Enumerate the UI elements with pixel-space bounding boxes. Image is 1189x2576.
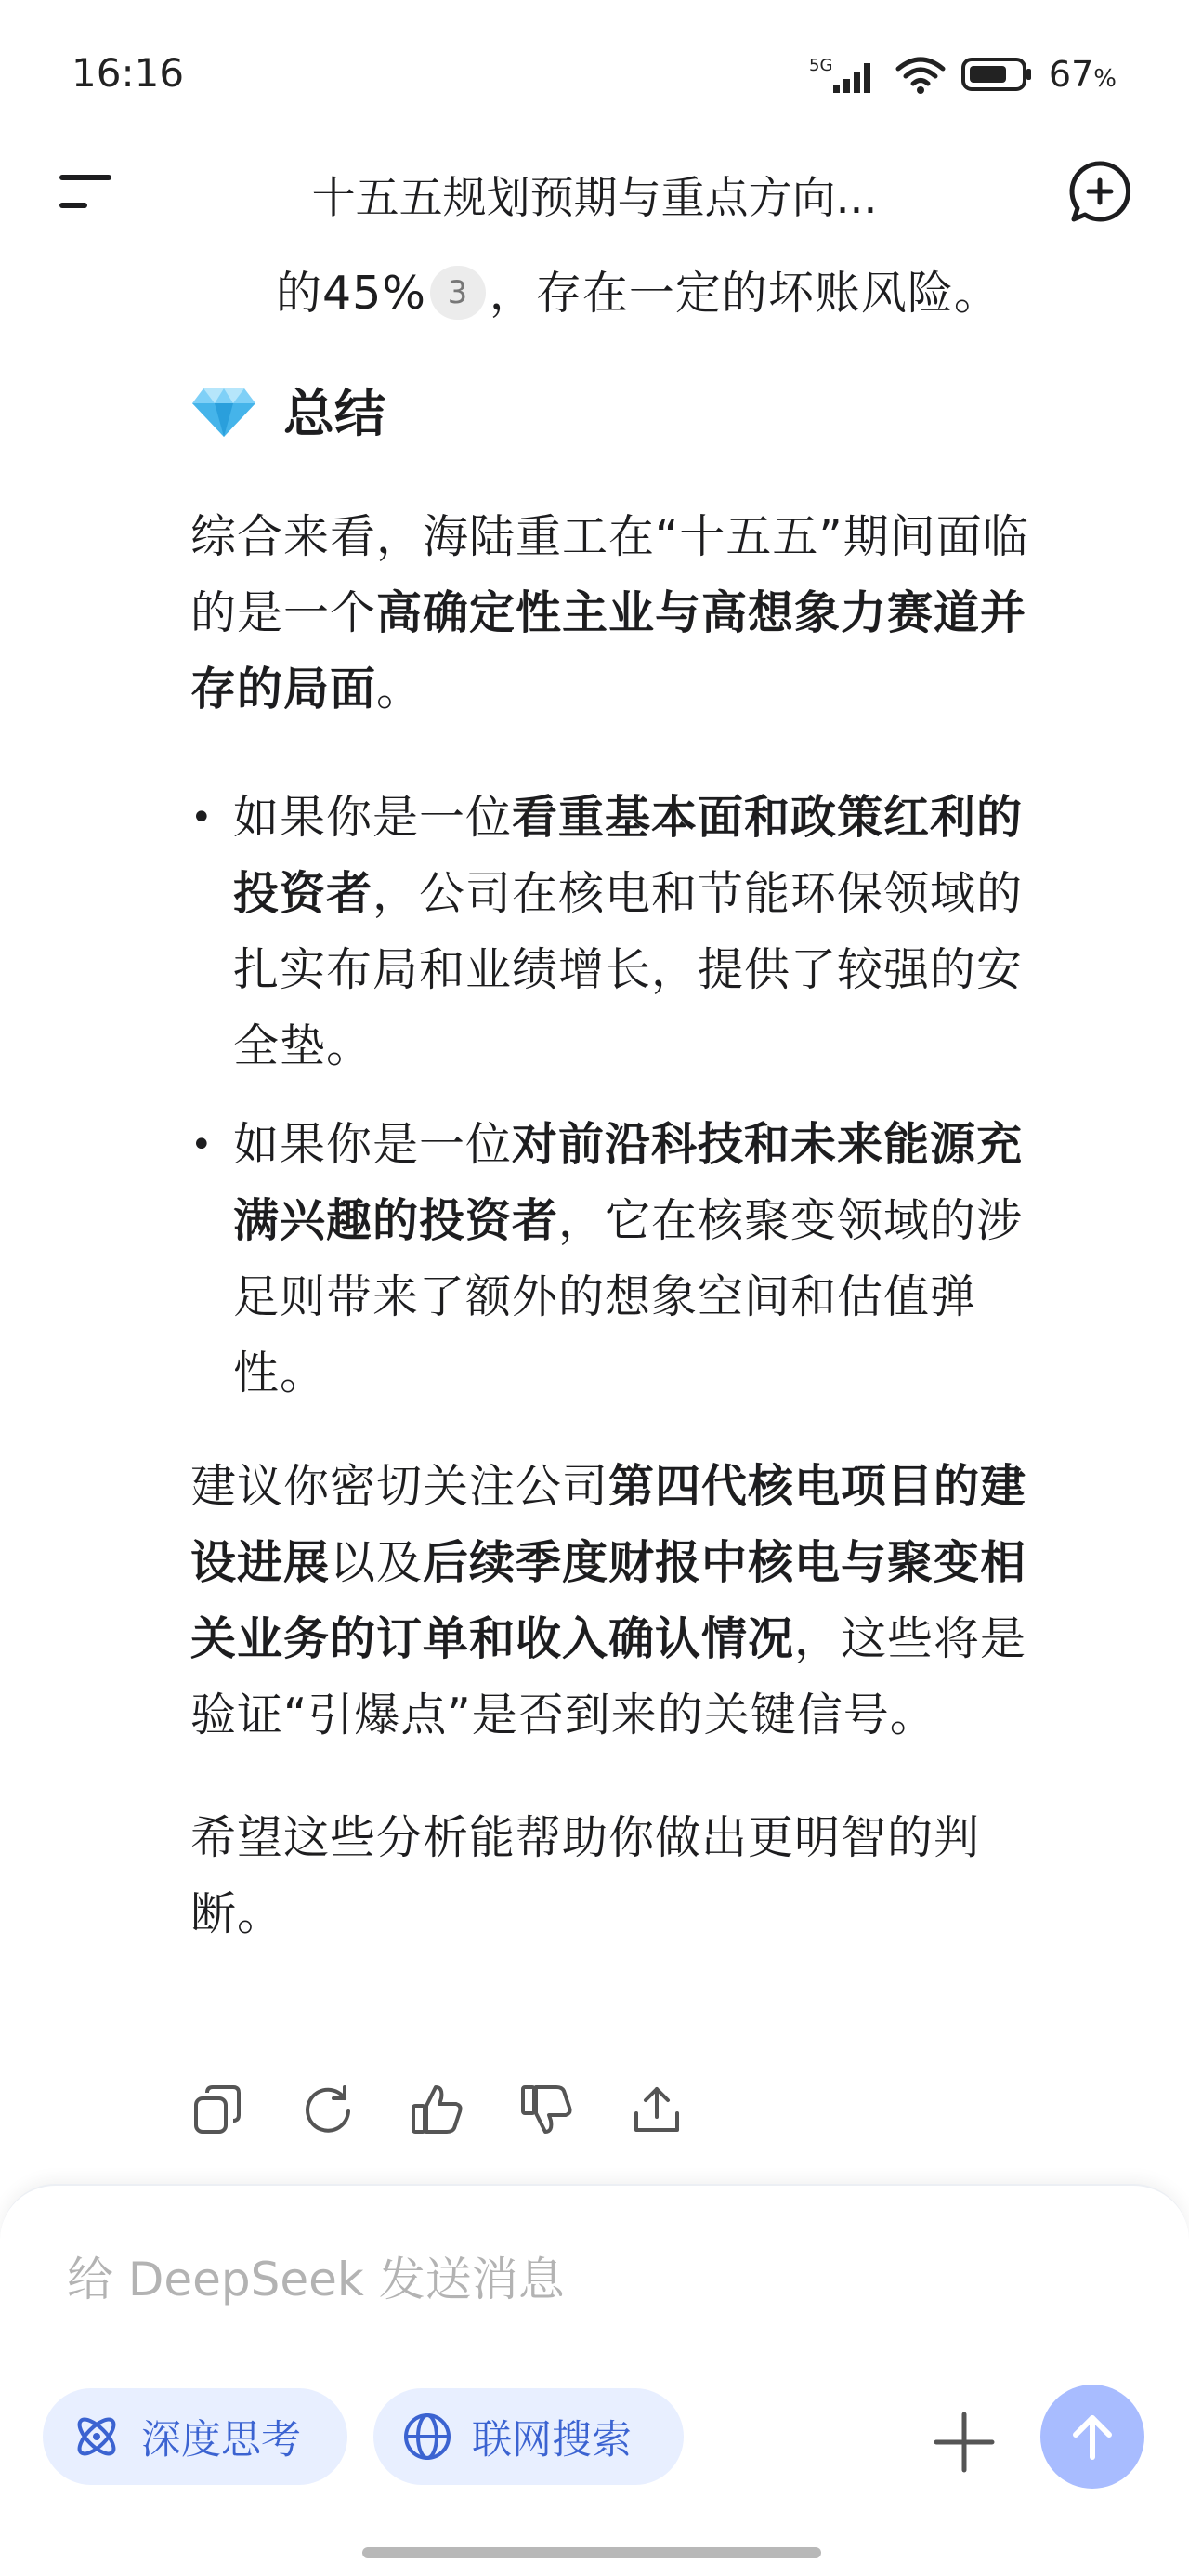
summary-line <box>190 575 1140 651</box>
bold-span: 高确定性主业与高想象力赛道并 <box>376 586 1027 639</box>
text-span: 。 <box>376 663 424 716</box>
list-item <box>190 1107 1140 1412</box>
status-bar <box>0 0 1189 139</box>
wifi-icon <box>895 54 947 95</box>
text-span: 建议你密切关注公司 <box>190 1460 609 1513</box>
summary-line <box>190 499 1140 575</box>
text-line: 希望这些分析能帮助你做出更明智的判 <box>190 1811 981 1864</box>
bold-span: 对前沿科技和未来能源充 <box>512 1118 1024 1171</box>
new-chat-icon[interactable] <box>1066 158 1133 225</box>
bold-span: 第四代核电项目的建 <box>608 1460 1027 1513</box>
home-indicator[interactable] <box>362 2547 821 2558</box>
bold-span: 满兴趣的投资者 <box>233 1194 559 1247</box>
text-span: ，存在一定的坏账风险。 <box>489 267 1000 320</box>
text-span: 以及 <box>330 1536 424 1589</box>
share-icon[interactable] <box>629 2082 685 2137</box>
summary-line <box>190 651 1140 728</box>
message-actions <box>190 2082 685 2137</box>
message-input[interactable] <box>65 2241 1128 2318</box>
gem-icon <box>190 375 257 442</box>
attach-plus-icon[interactable] <box>929 2407 1000 2477</box>
web-search-toggle[interactable] <box>373 2388 684 2485</box>
text-span: 如果你是一位 <box>233 791 513 844</box>
battery-percent: 67 <box>1048 54 1094 95</box>
section-heading <box>190 371 1140 447</box>
text-line: 性。 <box>233 1347 327 1400</box>
bold-span: 后续季度财报中核电与聚变相 <box>423 1536 1027 1589</box>
summary-paragraph <box>190 499 1140 728</box>
text-line: 断。 <box>190 1887 284 1940</box>
bold-span: 关业务的订单和收入确认情况 <box>190 1612 795 1665</box>
globe-icon <box>401 2411 453 2463</box>
text-line: 扎实布局和业绩增长，提供了较强的安 <box>233 943 1024 996</box>
text-span: ，它在核聚变领域的涉 <box>558 1194 1024 1247</box>
status-icons <box>809 54 1117 95</box>
deep-think-toggle[interactable] <box>43 2388 347 2485</box>
text-span: 的45% <box>276 267 426 320</box>
text-span: ，这些将是 <box>794 1612 1027 1665</box>
assistant-message <box>190 256 1140 1952</box>
closing-paragraph <box>190 1800 1140 1952</box>
deep-think-label: 深度思考 <box>141 2416 301 2464</box>
status-time: 16:16 <box>72 50 185 96</box>
text-line: 全垫。 <box>233 1019 373 1072</box>
text-span: 综合来看，海陆重工在“十五五”期间面临 <box>190 510 1029 563</box>
thumbs-up-icon[interactable] <box>410 2082 465 2137</box>
advice-paragraph <box>190 1449 1140 1754</box>
chat-title[interactable]: 十五五规划预期与重点方向... <box>311 173 878 224</box>
text-line: 验证“引爆点”是否到来的关键信号。 <box>190 1689 936 1741</box>
chat-header <box>0 139 1189 242</box>
text-line: 足则带来了额外的想象空间和估值弹 <box>233 1270 977 1323</box>
bold-span: 存的局面 <box>190 663 377 716</box>
bold-span: 设进展 <box>190 1536 331 1589</box>
text-span: 如果你是一位 <box>233 1118 513 1171</box>
atom-icon <box>71 2411 123 2463</box>
section-title: 总结 <box>283 383 386 443</box>
text-span: 的是一个 <box>190 586 377 639</box>
thumbs-down-icon[interactable] <box>519 2082 575 2137</box>
arrow-up-icon <box>1065 2409 1120 2464</box>
send-button[interactable] <box>1040 2385 1144 2489</box>
web-search-label: 联网搜索 <box>472 2416 632 2464</box>
regenerate-icon[interactable] <box>300 2082 356 2137</box>
network-type-label: 5G <box>808 56 833 75</box>
copy-icon[interactable] <box>190 2082 246 2137</box>
bold-span: 看重基本面和政策红利的 <box>512 791 1024 844</box>
battery-level <box>1049 54 1117 95</box>
citation-badge[interactable]: 3 <box>430 266 486 320</box>
continued-line <box>276 256 1140 332</box>
bold-span: 投资者 <box>233 867 373 920</box>
message-composer <box>0 2184 1189 2576</box>
battery-icon <box>961 56 1034 93</box>
cellular-signal-icon <box>809 54 880 95</box>
text-span: ，公司在核电和节能环保领域的 <box>372 867 1024 920</box>
menu-icon[interactable] <box>56 169 115 214</box>
bullet-list <box>190 780 1140 1412</box>
list-item <box>190 780 1140 1084</box>
battery-unit: % <box>1093 65 1117 93</box>
